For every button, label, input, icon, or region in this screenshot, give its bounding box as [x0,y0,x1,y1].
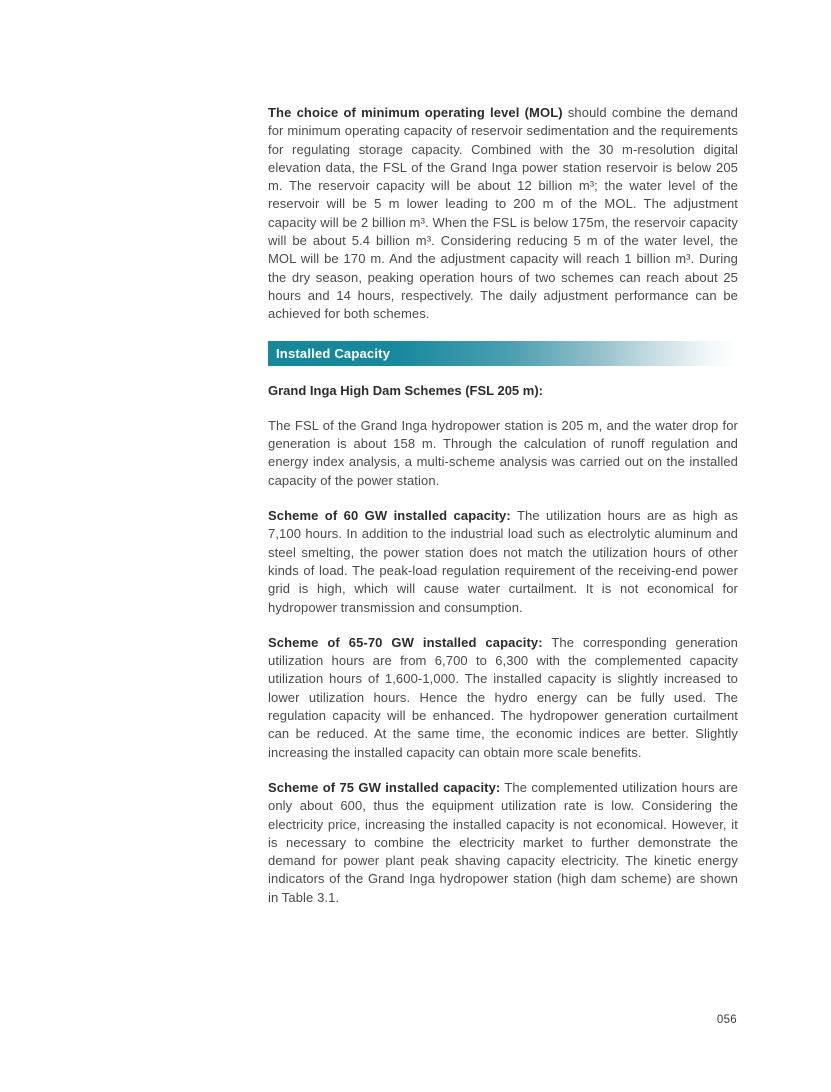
section-header-label: Installed Capacity [276,345,391,361]
paragraph-scheme-75gw-text: The complemented utilization hours are only about 600, thus the equipment utilization rate is low. Considering the electricity price, increasing the installed capacity is not economical. However, it is necessary to combine the electricity market to further demonstrate the demand for power plant peak shaving capacity electricity. The kinetic energy indicators of the Grand Inga hydropower station (high dam scheme) are shown in Table 3.1. [268,779,738,905]
paragraph-scheme-65-70gw-text: The corresponding generation utilization hours are from 6,700 to 6,300 with the complemented capacity utilization hours of 1,600-1,000. The installed capacity is slightly increased to lower utilization hours. Hence the hydro energy can be fully used. The regulation capacity will be enhanced. The hydropower generation curtailment can be reduced. At the same time, the economic indices are better. Slightly increasing the installed capacity can obtain more scale benefits. [268,634,738,760]
text-column [268,104,738,924]
paragraph-scheme-60gw-text: The utilization hours are as high as 7,100 hours. In addition to the industrial load such as electrolytic aluminum and steel smelting, the power station does not match the utilization hours of other kinds of load. The peak-load regulation requirement of the receiving-end power grid is high, which will cause water curtailment. It is not economical for hydropower transmission and consumption. [268,508,738,615]
paragraph-fsl: The FSL of the Grand Inga hydropower station is 205 m, and the water drop for generation is about 158 m. Through the calculation of runoff regulation and energy index analysis, a multi-scheme analysis was carried out on the installed capacity of the power station. [268,417,738,488]
paragraph-scheme-75gw [268,779,738,907]
page-number: 056 [716,1014,737,1026]
paragraph-mol-text: should combine the demand for minimum operating capacity of reservoir sedimentation and the requirements for regulating storage capacity. Combined with the 30 m-resolution digital elevation data, the FSL of the Grand Inga power station reservoir is below 205 m. The reservoir capacity will be about 12 billion m³; the water level of the reservoir will be 5 m lower leading to 200 m of the MOL. The adjustment capacity will be 2 billion m³. When the FSL is below 175m, the reservoir capacity will be about 5.4 billion m³. Considering reducing 5 m of the water level, the MOL will be 170 m. And the adjustment capacity will reach 1 billion m³. During the dry season, peaking operation hours of two schemes can reach about 25 hours and 14 hours, respectively. The daily adjustment performance can be achieved for both schemes. [268,105,738,322]
paragraph-scheme-65-70gw [268,634,738,762]
paragraph-scheme-75gw-lead: Scheme of 75 GW installed capacity: [268,779,501,795]
paragraph-scheme-60gw-lead: Scheme of 60 GW installed capacity: [268,508,511,524]
paragraph-mol [268,104,738,324]
paragraph-scheme-65-70gw-lead: Scheme of 65-70 GW installed capacity: [268,634,543,650]
section-header-bar [268,341,738,366]
subheading-grand-inga: Grand Inga High Dam Schemes (FSL 205 m): [268,382,543,398]
paragraph-scheme-60gw [268,507,738,617]
paragraph-mol-lead: The choice of minimum operating level (MOL) [268,105,563,120]
